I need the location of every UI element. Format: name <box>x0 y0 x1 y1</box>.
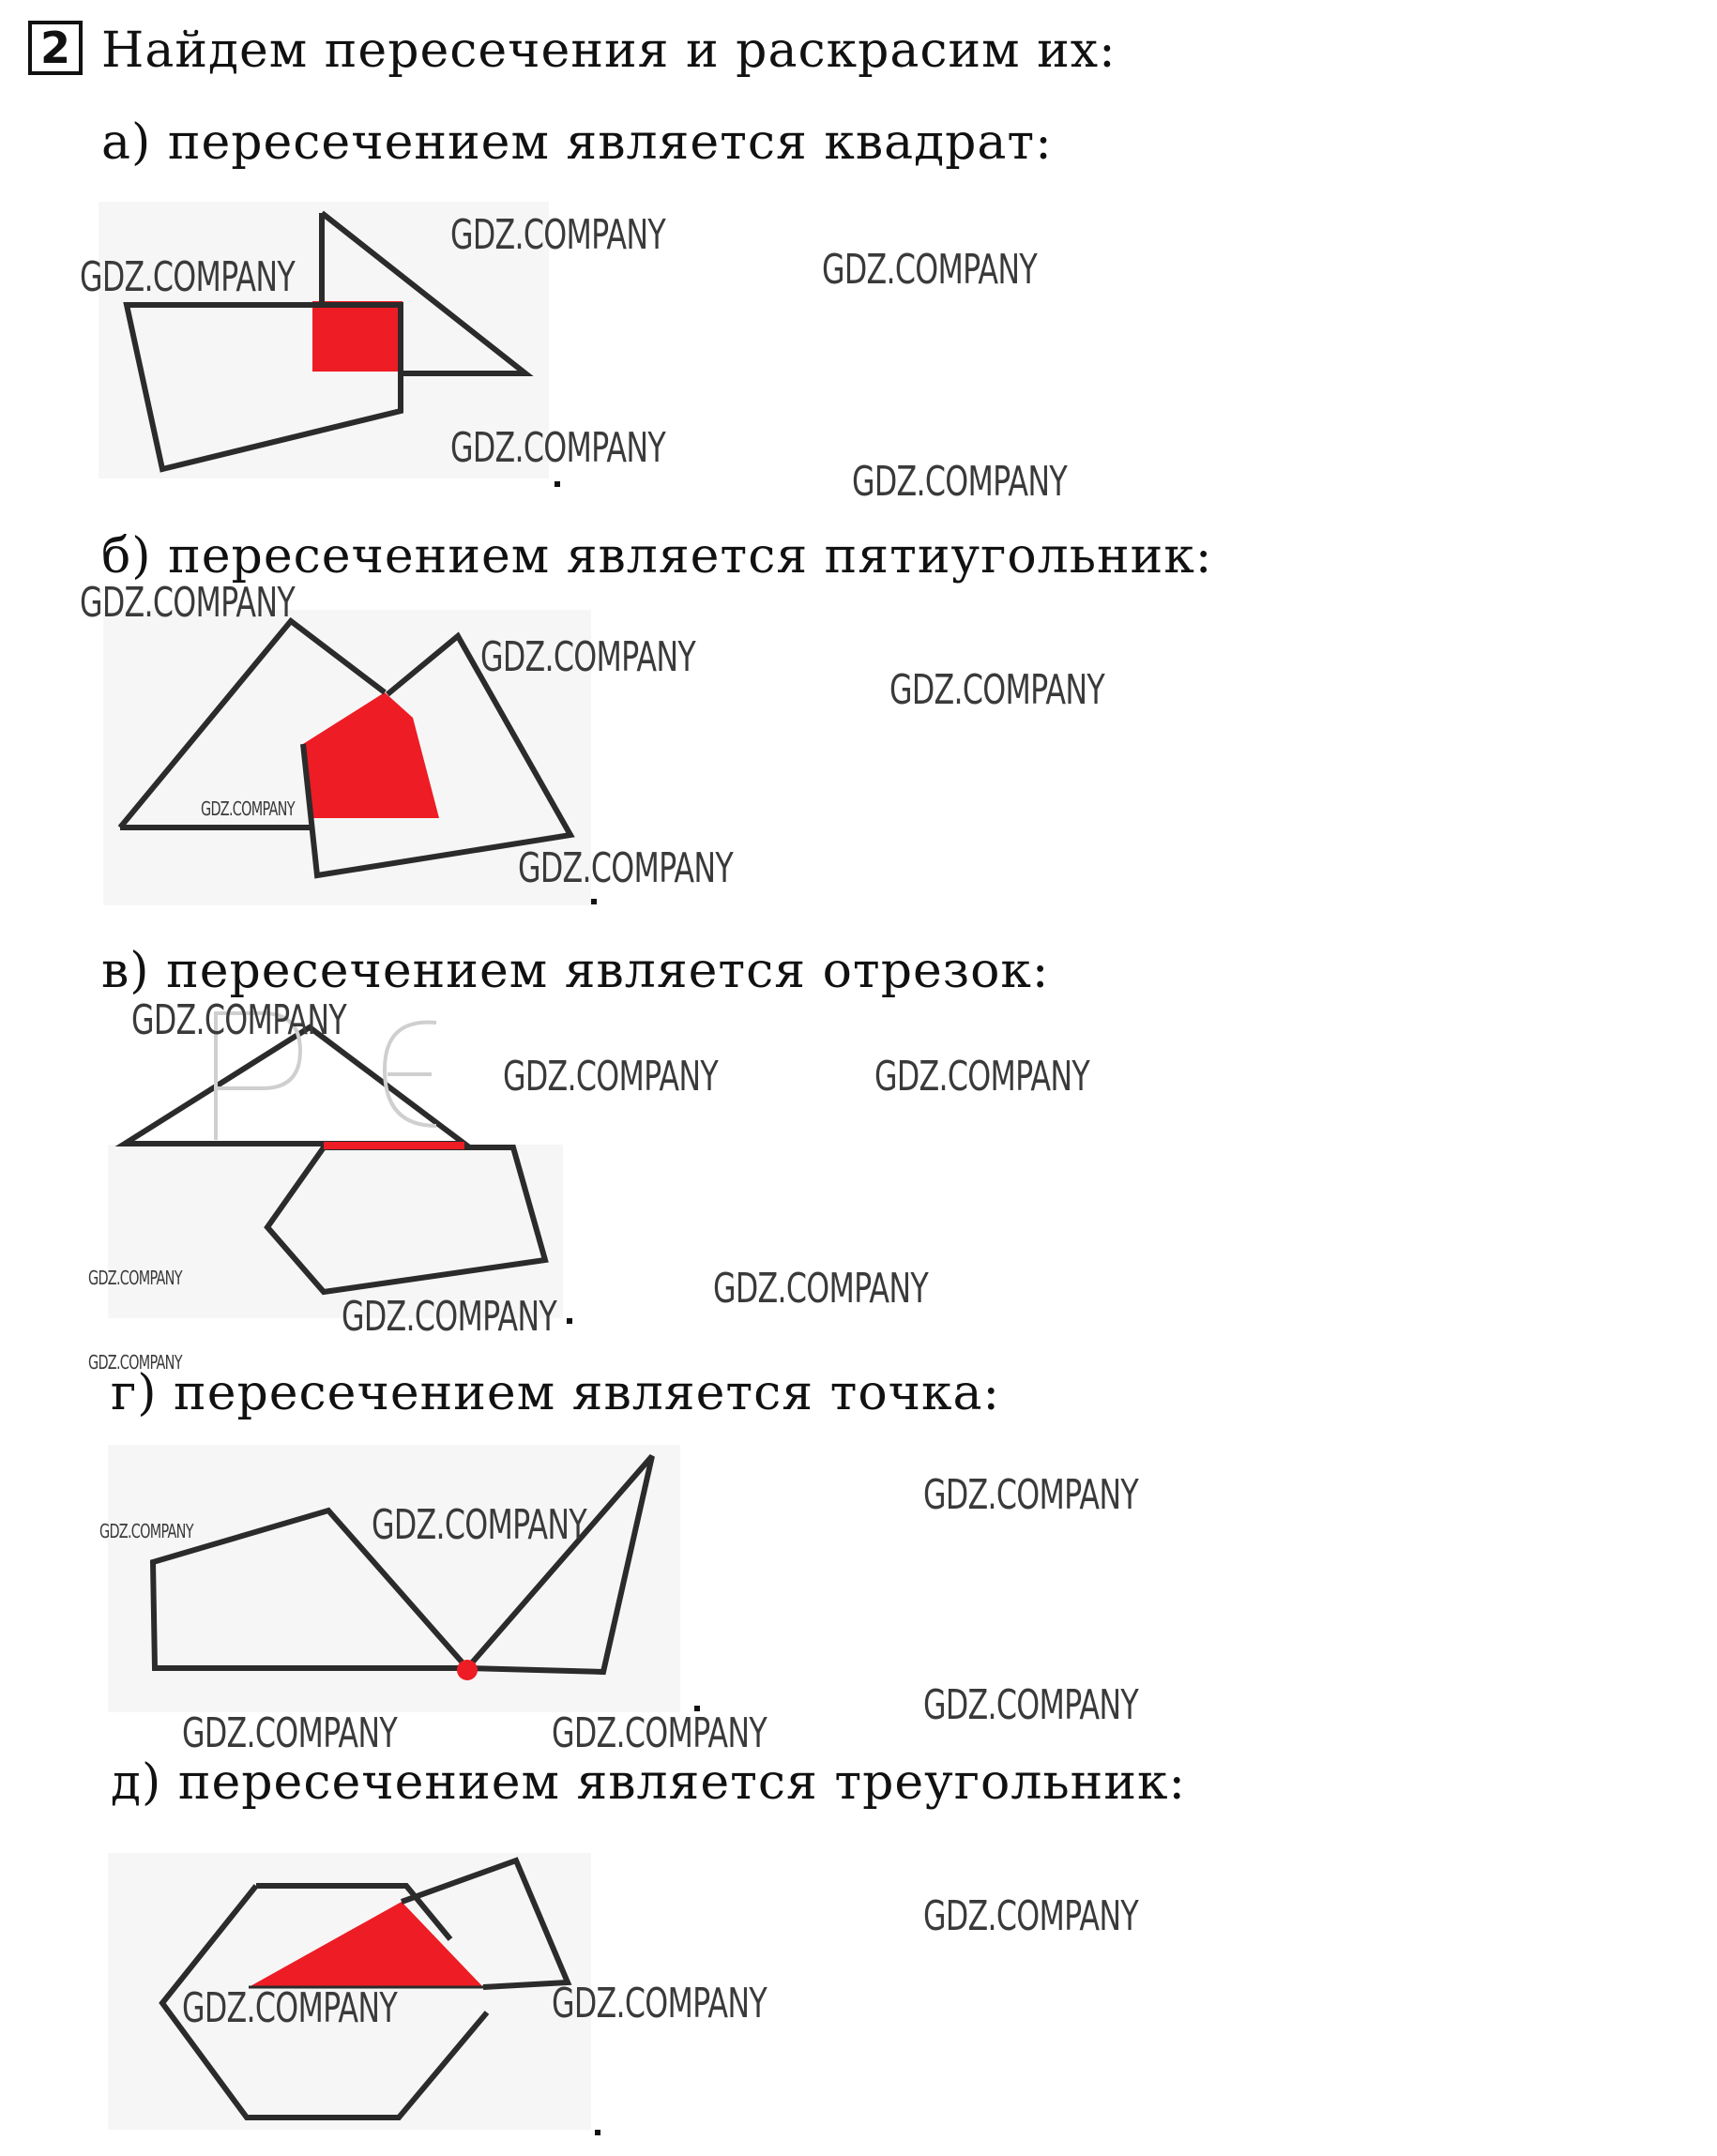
watermark: GDZ.COMPANY <box>852 458 1067 506</box>
watermark-small: GDZ.COMPANY <box>88 1351 182 1374</box>
intersection-square <box>312 301 403 372</box>
watermark: GDZ.COMPANY <box>503 1053 718 1101</box>
section-b-heading: б) пересечением является пятиугольник: <box>101 528 1213 585</box>
period-dot <box>567 1318 572 1324</box>
watermark-small: GDZ.COMPANY <box>99 1520 193 1542</box>
watermark: GDZ.COMPANY <box>713 1265 928 1313</box>
period-dot <box>595 2130 600 2135</box>
watermark: GDZ.COMPANY <box>372 1501 586 1549</box>
period-dot <box>591 899 597 904</box>
watermark: GDZ.COMPANY <box>552 1980 767 2027</box>
watermark: GDZ.COMPANY <box>342 1293 556 1341</box>
watermark-small: GDZ.COMPANY <box>201 797 295 820</box>
watermark: GDZ.COMPANY <box>923 1681 1138 1729</box>
watermark: GDZ.COMPANY <box>923 1892 1138 1940</box>
watermark: GDZ.COMPANY <box>923 1471 1138 1519</box>
watermark: GDZ.COMPANY <box>889 666 1104 714</box>
watermark: GDZ.COMPANY <box>450 211 665 259</box>
watermark: GDZ.COMPANY <box>822 246 1037 294</box>
task-number-box: 2 <box>28 21 83 75</box>
watermark: GDZ.COMPANY <box>518 844 733 892</box>
section-c-heading: в) пересечением является отрезок: <box>101 943 1050 999</box>
watermark: GDZ.COMPANY <box>131 996 346 1044</box>
section-d-heading: г) пересечением является точка: <box>111 1365 1001 1421</box>
task-title: Найдем пересечения и раскрасим их: <box>101 23 1117 79</box>
figure-d-point <box>108 1445 690 1717</box>
watermark: GDZ.COMPANY <box>552 1709 767 1757</box>
section-e-heading: д) пересечением является треугольник: <box>111 1754 1187 1811</box>
watermark: GDZ.COMPANY <box>450 424 665 472</box>
watermark: GDZ.COMPANY <box>80 579 295 627</box>
period-dot <box>555 481 560 487</box>
watermark: GDZ.COMPANY <box>480 633 695 681</box>
section-a-heading: а) пересечением является квадрат: <box>101 114 1053 171</box>
watermark: GDZ.COMPANY <box>182 1709 397 1757</box>
watermark: GDZ.COMPANY <box>182 1984 397 2032</box>
watermark: GDZ.COMPANY <box>874 1053 1089 1101</box>
watermark-small: GDZ.COMPANY <box>88 1267 182 1289</box>
intersection-point <box>457 1660 478 1680</box>
watermark: GDZ.COMPANY <box>80 253 295 301</box>
